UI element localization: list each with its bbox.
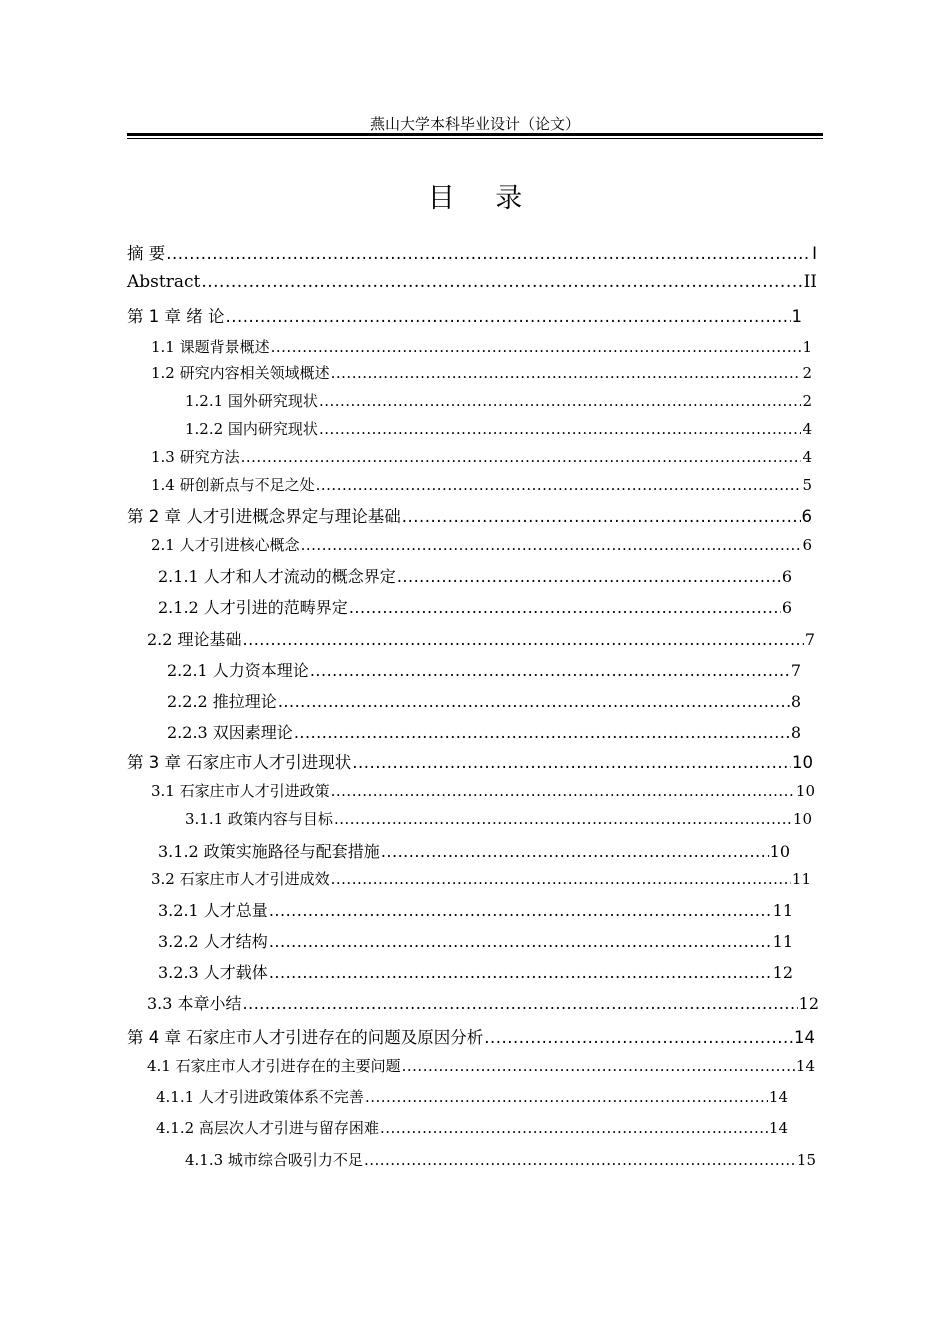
toc-entry[interactable]: [151, 362, 812, 383]
toc-entry-page: 5: [802, 476, 812, 494]
toc-entry-label: 4.1 石家庄市人才引进存在的主要问题: [147, 1057, 401, 1075]
toc-entry-page: 11: [772, 932, 793, 951]
toc-leader-dots: [319, 392, 802, 410]
toc-entry-page: 12: [798, 994, 819, 1013]
toc-entry[interactable]: [151, 446, 812, 467]
toc-entry-page: 10: [769, 842, 790, 861]
toc-entry-page: 14: [768, 1088, 788, 1106]
toc-leader-dots: [319, 420, 802, 438]
toc-entry-page: 12: [772, 963, 793, 982]
toc-entry[interactable]: [147, 991, 819, 1014]
toc-entry-page: 4: [802, 448, 812, 466]
toc-leader-dots: [278, 692, 790, 711]
toc-entry-page: 7: [804, 630, 815, 649]
toc-entry[interactable]: [158, 564, 792, 587]
toc-entry-page: 1: [791, 307, 802, 326]
toc-entry[interactable]: [151, 474, 812, 495]
toc-entry-page: 14: [795, 1057, 815, 1075]
toc-entry-label: 3.3 本章小结: [147, 994, 242, 1013]
toc-entry-label: 第 2 章 人才引进概念界定与理论基础: [127, 507, 401, 526]
toc-entry-label: 摘 要: [127, 244, 166, 263]
toc-leader-dots: [269, 932, 772, 951]
toc-entry[interactable]: [185, 418, 812, 439]
toc-entry[interactable]: [151, 336, 812, 357]
toc-entry[interactable]: [158, 898, 793, 921]
toc-entry-page: 2: [802, 364, 812, 382]
toc-entry-page: 15: [796, 1151, 816, 1169]
toc-entry-page: 11: [791, 870, 811, 888]
toc-leader-dots: [269, 963, 772, 982]
toc-entry-label: 3.2.1 人才总量: [158, 901, 268, 920]
toc-entry[interactable]: [151, 868, 811, 889]
toc-entry-label: Abstract: [127, 272, 201, 292]
toc-entry-label: 2.2.1 人力资本理论: [167, 661, 309, 680]
toc-entry-page: 1: [802, 338, 812, 356]
toc-entry-page: 4: [802, 420, 812, 438]
toc-entry-page: 11: [772, 901, 793, 920]
toc-entry-page: 6: [781, 598, 792, 617]
toc-leader-dots: [241, 448, 802, 466]
toc-entry[interactable]: [127, 749, 813, 773]
toc-leader-dots: [331, 870, 791, 888]
toc-entry[interactable]: [127, 503, 812, 527]
toc-leader-dots: [225, 307, 790, 326]
toc-entry[interactable]: [158, 595, 792, 618]
toc-entry-label: 2.2.3 双因素理论: [167, 723, 293, 742]
toc-entry[interactable]: [156, 1117, 788, 1138]
toc-entry[interactable]: [158, 960, 793, 983]
toc-leader-dots: [166, 244, 811, 263]
toc-entry[interactable]: [167, 720, 801, 743]
toc-entry-label: 2.1.1 人才和人才流动的概念界定: [158, 567, 396, 586]
toc-entry-label: 1.3 研究方法: [151, 448, 240, 466]
toc-leader-dots: [201, 272, 802, 292]
toc-entry-page: 6: [801, 507, 812, 526]
toc-entry[interactable]: [185, 808, 812, 829]
toc-entry-label: 3.2.2 人才结构: [158, 932, 268, 951]
toc-entry-page: 8: [790, 692, 801, 711]
toc-entry[interactable]: [127, 272, 817, 292]
toc-entry-label: 第 3 章 石家庄市人才引进现状: [127, 753, 352, 772]
toc-leader-dots: [397, 567, 781, 586]
toc-entry-page: II: [803, 272, 817, 292]
toc-entry[interactable]: [158, 929, 793, 952]
page-header: 燕山大学本科毕业设计（论文）: [369, 115, 580, 133]
toc-entry[interactable]: [167, 658, 801, 681]
toc-leader-dots: [380, 1119, 768, 1137]
toc-leader-dots: [402, 507, 801, 526]
toc-leader-dots: [271, 338, 802, 356]
toc-entry[interactable]: [147, 1055, 815, 1076]
toc-entry-page: 10: [792, 810, 812, 828]
toc-entry-page: 6: [802, 536, 812, 554]
toc-title: 目 录: [427, 183, 539, 214]
toc-entry[interactable]: [127, 240, 817, 264]
toc-entry-label: 1.2 研究内容相关领域概述: [151, 364, 330, 382]
toc-leader-dots: [365, 1088, 768, 1106]
toc-entry-label: 2.2.2 推拉理论: [167, 692, 277, 711]
toc-entry-label: 2.1 人才引进核心概念: [151, 536, 300, 554]
toc-entry[interactable]: [167, 689, 801, 712]
toc-leader-dots: [294, 723, 790, 742]
toc-entry-page: 14: [794, 1028, 815, 1047]
toc-leader-dots: [364, 1151, 796, 1169]
toc-entry-label: 1.1 课题背景概述: [151, 338, 270, 356]
toc-leader-dots: [402, 1057, 795, 1075]
toc-leader-dots: [316, 476, 802, 494]
toc-leader-dots: [301, 536, 802, 554]
toc-leader-dots: [269, 901, 772, 920]
toc-entry-label: 3.1 石家庄市人才引进政策: [151, 782, 330, 800]
toc-entry-label: 第 1 章 绪 论: [127, 307, 225, 326]
toc-leader-dots: [484, 1028, 793, 1047]
toc-leader-dots: [243, 994, 798, 1013]
toc-entry-label: 1.2.2 国内研究现状: [185, 420, 318, 438]
toc-entry-page: I: [812, 244, 817, 263]
toc-leader-dots: [352, 753, 791, 772]
toc-entry[interactable]: [147, 627, 815, 650]
toc-entry-page: 8: [790, 723, 801, 742]
toc-entry[interactable]: [158, 839, 790, 862]
toc-entry-label: 2.1.2 人才引进的范畴界定: [158, 598, 348, 617]
toc-entry[interactable]: [151, 534, 812, 555]
toc-leader-dots: [310, 661, 790, 680]
toc-leader-dots: [334, 810, 792, 828]
toc-entry-page: 7: [790, 661, 801, 680]
toc-entry-label: 3.1.2 政策实施路径与配套措施: [158, 842, 380, 861]
toc-entry[interactable]: [185, 1149, 816, 1170]
toc-entry-label: 4.1.1 人才引进政策体系不完善: [156, 1088, 364, 1106]
toc-entry[interactable]: [185, 390, 812, 411]
toc-entry-label: 3.1.1 政策内容与目标: [185, 810, 333, 828]
toc-entry-label: 1.4 研创新点与不足之处: [151, 476, 315, 494]
toc-entry[interactable]: [127, 1024, 815, 1048]
toc-entry-page: 2: [802, 392, 812, 410]
toc-entry-page: 6: [781, 567, 792, 586]
toc-entry-label: 4.1.2 高层次人才引进与留存困难: [156, 1119, 379, 1137]
toc-entry-label: 4.1.3 城市综合吸引力不足: [185, 1151, 363, 1169]
toc-entry[interactable]: [127, 303, 802, 327]
toc-entry-label: 2.2 理论基础: [147, 630, 242, 649]
toc-leader-dots: [331, 364, 802, 382]
toc-entry[interactable]: [156, 1086, 788, 1107]
toc-entry-label: 1.2.1 国外研究现状: [185, 392, 318, 410]
toc-entry-page: 10: [792, 753, 813, 772]
toc-leader-dots: [381, 842, 769, 861]
toc-leader-dots: [349, 598, 781, 617]
toc-leader-dots: [331, 782, 795, 800]
toc-entry-label: 3.2 石家庄市人才引进成效: [151, 870, 330, 888]
toc-entry-label: 第 4 章 石家庄市人才引进存在的问题及原因分析: [127, 1028, 484, 1047]
toc-entry-page: 14: [768, 1119, 788, 1137]
toc-entry[interactable]: [151, 780, 815, 801]
toc-entry-label: 3.2.3 人才载体: [158, 963, 268, 982]
toc-leader-dots: [243, 630, 804, 649]
toc-entry-page: 10: [795, 782, 815, 800]
